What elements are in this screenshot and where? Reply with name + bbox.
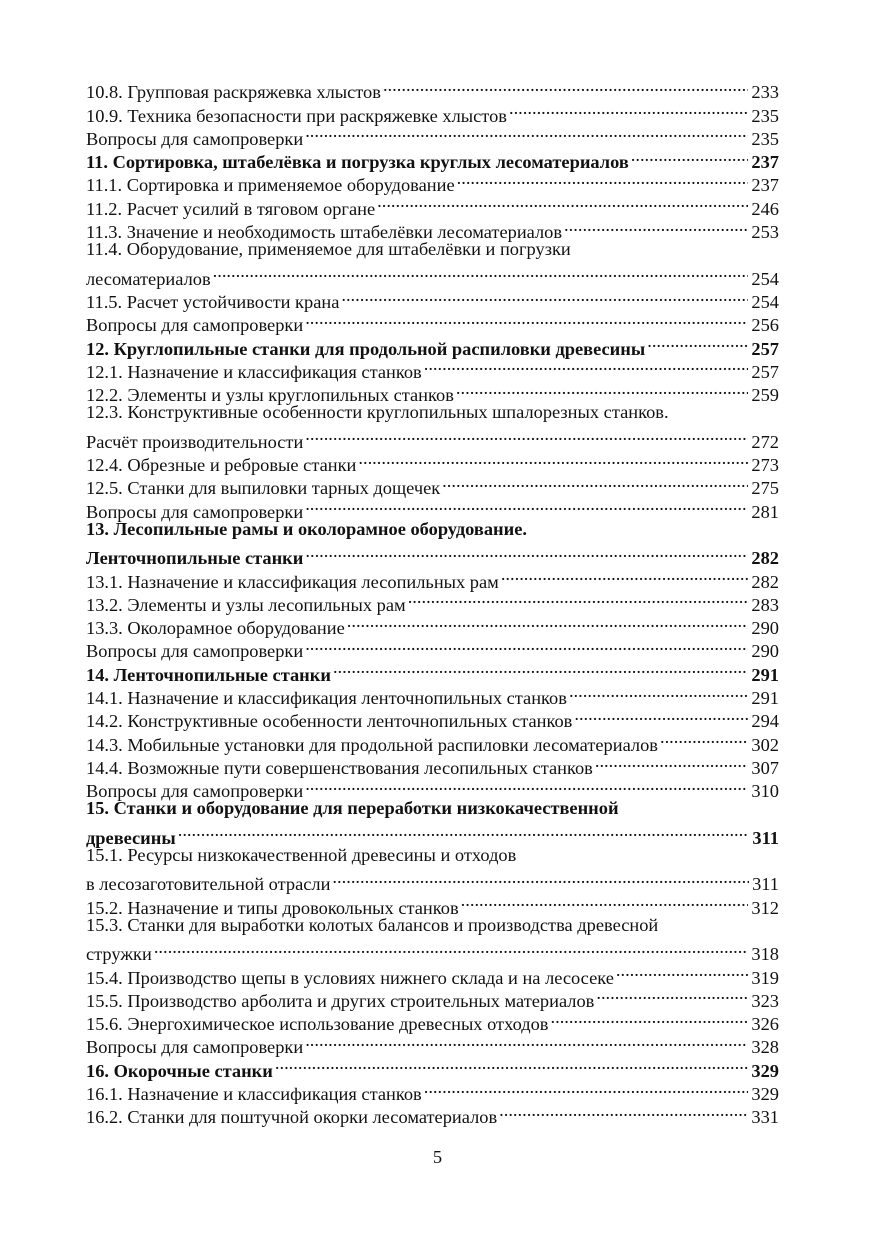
toc-entry-title: 12. Круглопильные станки для продольной распиловки древесины xyxy=(86,338,646,359)
toc-entry-page: 233 xyxy=(751,82,779,103)
toc-entry-title: 16.1. Назначение и классификация станков xyxy=(86,1084,422,1105)
toc-entry-page: 254 xyxy=(751,268,779,289)
toc-entry-title: 11.5. Расчет устойчивости крана xyxy=(86,291,340,312)
toc-entry-title: 15.1. Ресурсы низкокачественной древесины и отходов xyxy=(86,844,517,865)
toc-entry-page: 291 xyxy=(751,688,779,709)
dot-leader xyxy=(332,867,749,890)
dot-leader xyxy=(551,1007,749,1030)
toc-entry-title: 14.3. Мобильные установки для продольной распиловки лесоматериалов xyxy=(86,734,658,755)
toc-entry-page: 310 xyxy=(751,781,779,802)
dot-leader xyxy=(442,471,748,494)
toc-entry xyxy=(86,238,779,261)
toc-entry-page: 257 xyxy=(751,361,779,382)
dot-leader xyxy=(457,168,749,191)
dot-leader xyxy=(408,588,749,611)
dot-leader xyxy=(305,541,748,564)
toc-entry xyxy=(86,960,779,988)
toc-entry-title: 14.2. Конструктивные особенности ленточнопильных станков xyxy=(86,711,573,732)
toc-entry-page: 273 xyxy=(751,455,779,476)
dot-leader xyxy=(275,1053,749,1076)
toc-entry-page: 281 xyxy=(751,501,779,522)
toc-entry-title: Вопросы для самопроверки xyxy=(86,315,304,336)
toc-entry-title: Вопросы для самопроверки xyxy=(86,781,304,802)
toc-entry-page: 282 xyxy=(751,548,779,569)
dot-leader xyxy=(647,331,748,354)
dot-leader xyxy=(574,704,748,727)
toc-entry-title: 14. Ленточнопильные станки xyxy=(86,664,331,685)
toc-entry-title: в лесозаготовительной отрасли xyxy=(86,874,331,895)
toc-entry-title: 15.2. Назначение и типы дровокольных станков xyxy=(86,897,459,918)
toc-entry-page: 237 xyxy=(751,175,779,196)
toc-entry xyxy=(86,424,779,452)
toc-entry xyxy=(86,401,779,424)
toc-entry-title: Вопросы для самопроверки xyxy=(86,1037,304,1058)
toc-entry-page: 302 xyxy=(751,734,779,755)
toc-entry-title: Вопросы для самопроверки xyxy=(86,641,304,662)
dot-leader xyxy=(341,285,748,308)
toc-entry-page: 331 xyxy=(751,1107,779,1128)
toc-entry-page: 290 xyxy=(751,618,779,639)
toc-entry-page: 235 xyxy=(751,128,779,149)
dot-leader xyxy=(424,1077,749,1100)
toc-entry xyxy=(86,261,779,289)
toc-entry-title: 14.1. Назначение и классификация ленточнопильных станков xyxy=(86,688,567,709)
dot-leader xyxy=(509,98,748,121)
toc-entry-page: 290 xyxy=(751,641,779,662)
dot-leader xyxy=(305,1030,748,1053)
toc-entry-title: 16.2. Станки для поштучной окорки лесоматериалов xyxy=(86,1107,498,1128)
toc-entry-title: Ленточнопильные станки xyxy=(86,548,304,569)
toc-entry-title: 16. Окорочные станки xyxy=(86,1060,273,1081)
toc-entry xyxy=(86,844,779,867)
toc-entry-title: 12.5. Станки для выпиловки тарных дощечек xyxy=(86,478,441,499)
dot-leader xyxy=(383,75,748,98)
toc-entry-page: 312 xyxy=(751,897,779,918)
toc-entry-page: 326 xyxy=(751,1014,779,1035)
toc-entry-title: Вопросы для самопроверки xyxy=(86,128,304,149)
toc-entry xyxy=(86,518,779,541)
dot-leader xyxy=(305,634,748,657)
toc-entry-title: 12.3. Конструктивные особенности круглопильных шпалорезных станков. xyxy=(86,402,669,423)
dot-leader xyxy=(305,494,748,517)
toc-entry-page: 246 xyxy=(751,198,779,219)
toc-entry-title: 13.2. Элементы и узлы лесопильных рам xyxy=(86,594,406,615)
dot-leader xyxy=(305,424,748,447)
dot-leader xyxy=(564,215,748,238)
toc-entry-title: 15. Станки и оборудование для переработки низкокачественной xyxy=(86,798,619,819)
toc-entry-title: 15.4. Производство щепы в условиях нижнего склада и на лесосеке xyxy=(86,967,614,988)
toc-entry-page: 291 xyxy=(751,664,779,685)
dot-leader xyxy=(213,261,749,284)
dot-leader xyxy=(305,122,748,145)
dot-leader xyxy=(305,308,748,331)
toc-entry-title: Расчёт производительности xyxy=(86,431,304,452)
toc-entry-title: 12.4. Обрезные и ребровые станки xyxy=(86,455,357,476)
toc-entry-page: 283 xyxy=(751,594,779,615)
toc-entry-page: 323 xyxy=(751,990,779,1011)
toc-entry-title: 11.1. Сортировка и применяемое оборудование xyxy=(86,175,455,196)
dot-leader xyxy=(499,1100,748,1123)
table-of-contents xyxy=(86,75,779,1128)
toc-entry xyxy=(86,937,779,965)
toc-entry xyxy=(86,75,779,103)
toc-entry-page: 328 xyxy=(751,1037,779,1058)
toc-entry-title: 15.6. Энергохимическое использование древесных отходов xyxy=(86,1014,549,1035)
toc-entry-title: лесоматериалов xyxy=(86,268,211,289)
toc-entry-page: 319 xyxy=(751,967,779,988)
dot-leader xyxy=(154,937,749,960)
toc-entry-page: 253 xyxy=(751,222,779,243)
toc-entry-page: 254 xyxy=(751,291,779,312)
toc-entry-title: 12.2. Элементы и узлы круглопильных станков xyxy=(86,385,454,406)
dot-leader xyxy=(569,681,748,704)
toc-entry xyxy=(86,867,779,895)
toc-entry-title: Вопросы для самопроверки xyxy=(86,501,304,522)
dot-leader xyxy=(333,657,748,680)
toc-entry-page: 329 xyxy=(751,1084,779,1105)
dot-leader xyxy=(631,145,749,168)
dot-leader xyxy=(595,751,749,774)
dot-leader xyxy=(377,191,748,214)
toc-entry-page: 272 xyxy=(751,431,779,452)
toc-entry-page: 237 xyxy=(751,152,779,173)
toc-entry-page: 257 xyxy=(751,338,779,359)
toc-entry-title: 11. Сортировка, штабелёвка и погрузка круглых лесоматериалов xyxy=(86,152,629,173)
toc-entry-title: древесины xyxy=(86,827,176,848)
toc-entry-title: 15.5. Производство арболита и других строительных материалов xyxy=(86,990,595,1011)
toc-entry-title: 13.1. Назначение и классификация лесопильных рам xyxy=(86,571,499,592)
dot-leader xyxy=(178,821,750,844)
dot-leader xyxy=(596,984,748,1007)
page-number: 5 xyxy=(432,1147,443,1167)
dot-leader xyxy=(501,564,749,587)
toc-entry-title: 13. Лесопильные рамы и околорамное оборудование. xyxy=(86,518,527,539)
toc-entry-page: 318 xyxy=(751,944,779,965)
toc-entry-title: 15.3. Станки для выработки колотых балансов и производства древесной xyxy=(86,914,659,935)
dot-leader xyxy=(347,611,749,634)
toc-entry-title: 11.4. Оборудование, применяемое для штабелёвки и погрузки xyxy=(86,239,571,260)
toc-entry-page: 259 xyxy=(751,385,779,406)
toc-entry-title: 13.3. Околорамное оборудование xyxy=(86,618,345,639)
dot-leader xyxy=(461,890,749,913)
toc-entry-page: 311 xyxy=(752,874,779,895)
toc-entry-title: 14.4. Возможные пути совершенствования лесопильных станков xyxy=(86,757,593,778)
toc-entry xyxy=(86,821,779,848)
toc-entry-title: 11.3. Значение и необходимость штабелёвки лесоматериалов xyxy=(86,222,563,243)
toc-entry-page: 329 xyxy=(751,1060,779,1081)
toc-entry-title: 10.9. Техника безопасности при раскряжевке хлыстов xyxy=(86,105,507,126)
dot-leader xyxy=(305,774,748,797)
toc-entry-title: 10.8. Групповая раскряжевка хлыстов xyxy=(86,82,381,103)
dot-leader xyxy=(424,355,749,378)
toc-entry-page: 311 xyxy=(752,827,779,848)
toc-entry-page: 256 xyxy=(751,315,779,336)
dot-leader xyxy=(456,378,749,401)
toc-entry-page: 235 xyxy=(751,105,779,126)
toc-entry-page: 307 xyxy=(751,757,779,778)
toc-entry xyxy=(86,797,779,820)
toc-entry-page: 275 xyxy=(751,478,779,499)
dot-leader xyxy=(616,960,749,983)
toc-entry-title: 11.2. Расчет усилий в тяговом органе xyxy=(86,198,376,219)
toc-entry xyxy=(86,914,779,937)
dot-leader xyxy=(358,448,748,471)
dot-leader xyxy=(660,727,748,750)
toc-entry xyxy=(86,541,779,569)
toc-entry-title: стружки xyxy=(86,944,152,965)
toc-entry-title: 12.1. Назначение и классификация станков xyxy=(86,361,422,382)
toc-entry-page: 294 xyxy=(751,711,779,732)
toc-entry-page: 282 xyxy=(751,571,779,592)
